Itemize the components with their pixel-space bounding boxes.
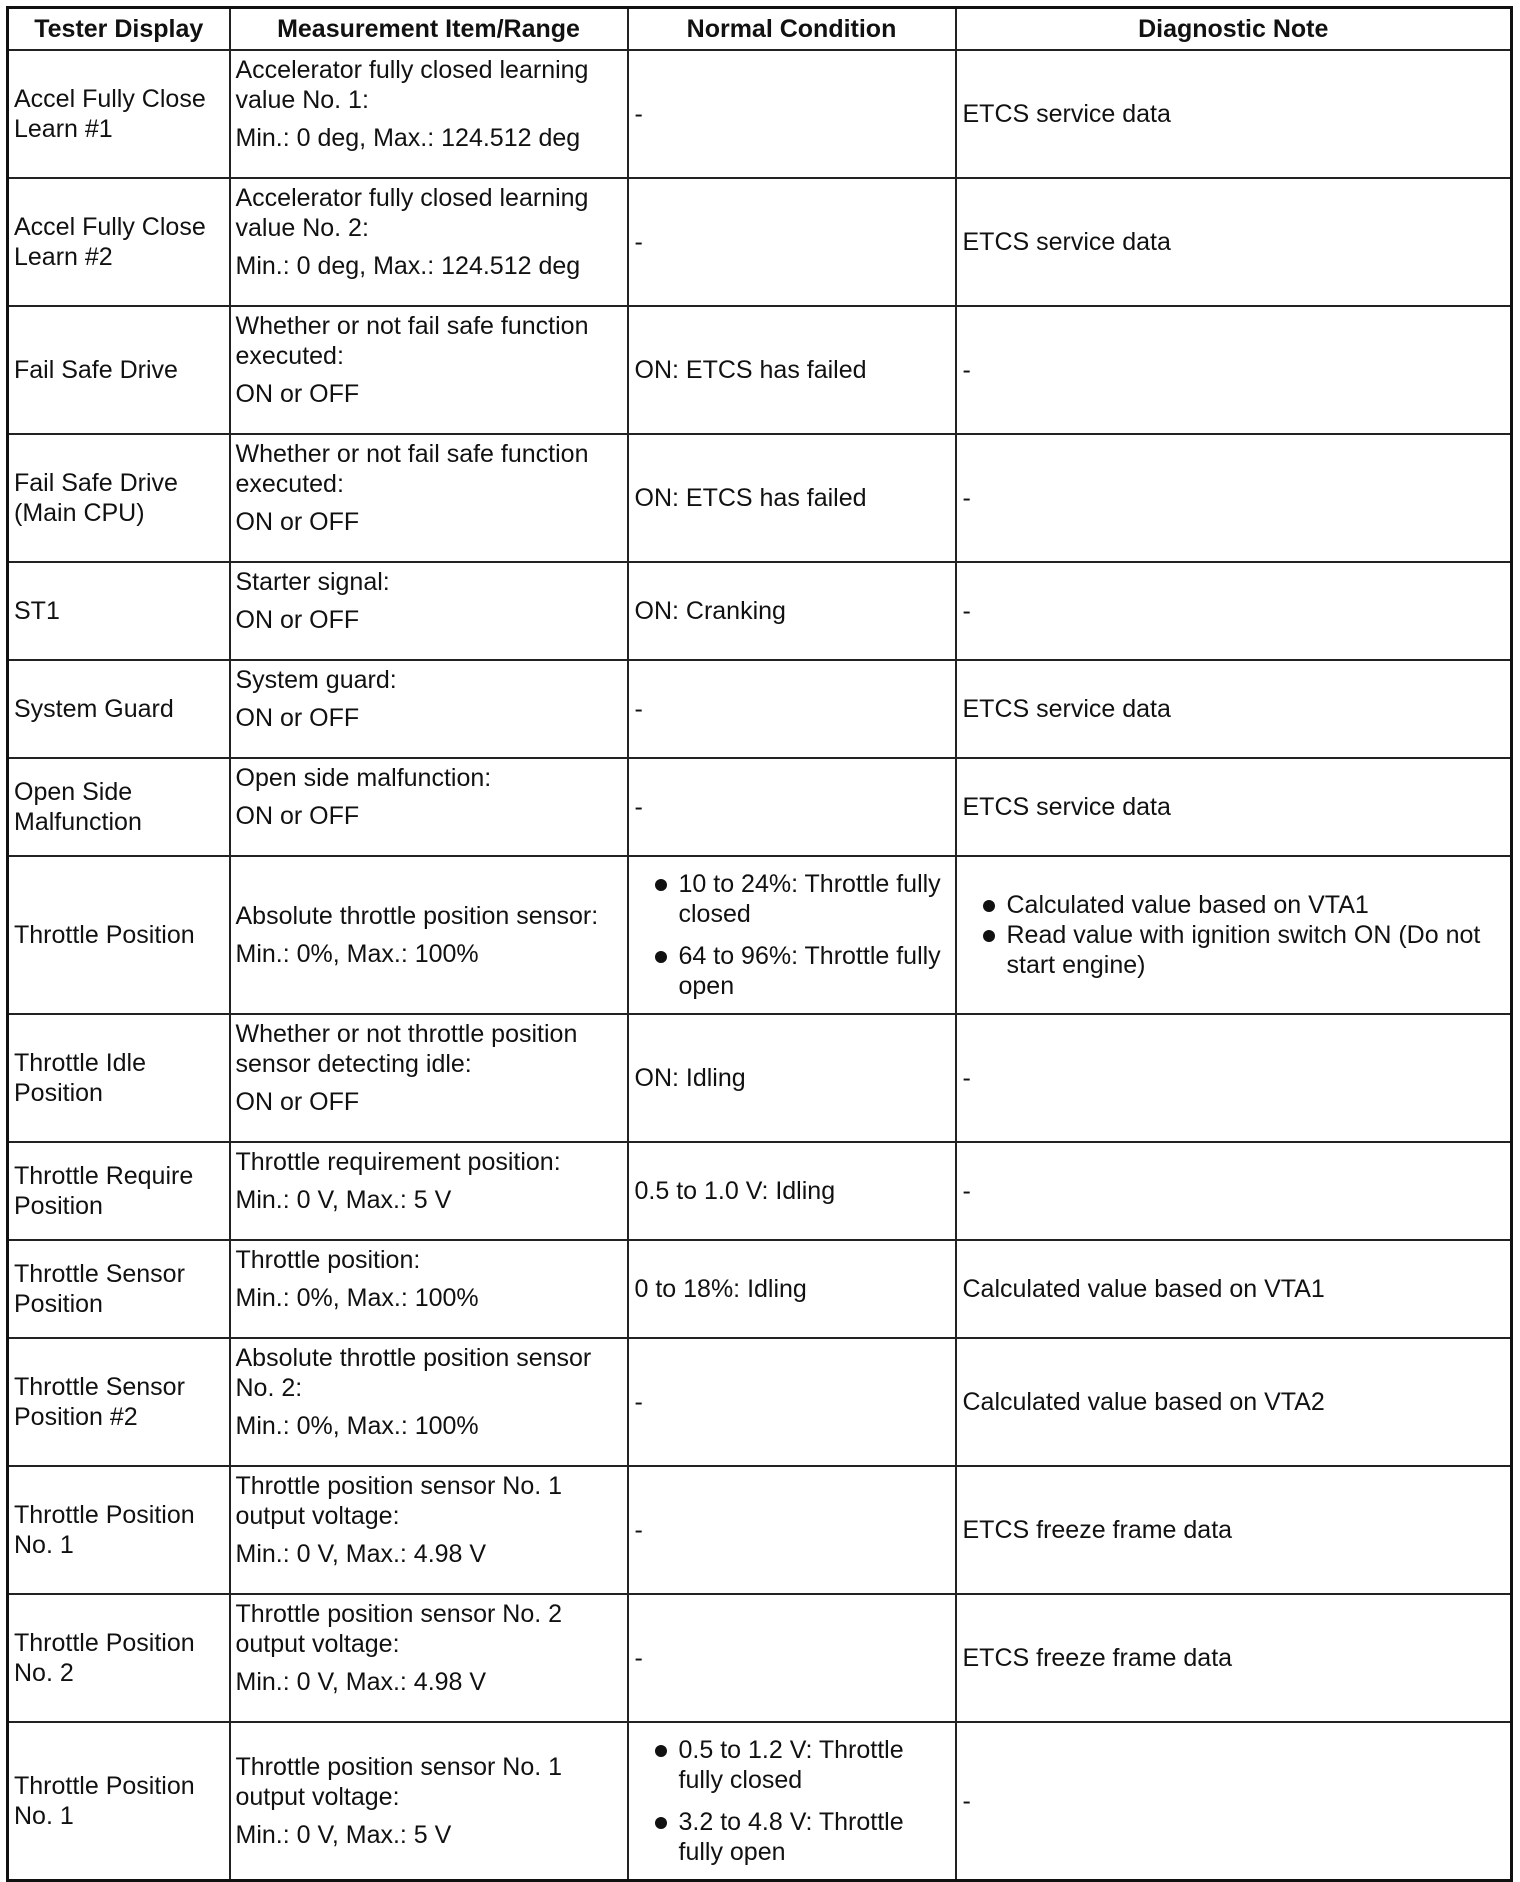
measurement-description: Throttle position: [235,1246,421,1274]
table-row [8,1722,1512,1880]
measurement-range: Min.: 0 deg, Max.: 124.512 deg [235,252,581,280]
measurement-range: ON or OFF [235,802,360,830]
measurement-range: ON or OFF [235,380,360,408]
measurement-description: Throttle requirement position: [235,1148,561,1176]
normal-condition-item-text: 3.2 to 4.8 V: Throttle fully open [678,1807,904,1866]
normal-condition-text: - [634,1388,643,1416]
tester-display-text: Accel Fully Close Learn #1 [14,85,206,143]
cell-diagnostic-note [956,1014,1512,1142]
cell-normal-condition [628,434,956,562]
cell-tester-display [8,1142,230,1240]
table-row [8,178,1512,306]
measurement-description: Starter signal: [235,568,390,596]
measurement-range: ON or OFF [235,1088,360,1116]
measurement-description: Whether or not fail safe function executed: [235,312,589,370]
diagnostic-note-item [963,890,1505,920]
diagnostic-note-text: - [962,1786,971,1815]
normal-condition-text: - [634,228,643,256]
normal-condition-item-text: 10 to 24%: Throttle fully closed [678,870,941,928]
tester-display-text: Throttle Position [14,921,195,949]
cell-measurement [230,178,628,306]
cell-measurement [230,1240,628,1338]
cell-normal-condition [628,562,956,660]
bullet-icon [983,900,995,912]
header-tester-display: Tester Display [8,8,230,51]
cell-measurement [230,660,628,758]
table-row [8,856,1512,1014]
cell-tester-display [8,1594,230,1722]
table-row [8,1014,1512,1142]
measurement-range: Min.: 0 deg, Max.: 124.512 deg [235,124,581,152]
measurement-description: Absolute throttle position sensor No. 2: [235,1344,592,1402]
normal-condition-text: 0 to 18%: Idling [634,1275,807,1303]
cell-normal-condition [628,660,956,758]
measurement-range: Min.: 0%, Max.: 100% [235,940,479,968]
measurement-description: Whether or not fail safe function executed: [235,440,589,498]
cell-diagnostic-note [956,306,1512,434]
tester-display-text: Throttle Require Position [14,1162,194,1220]
table-row [8,660,1512,758]
cell-measurement [230,856,628,1014]
cell-tester-display [8,856,230,1014]
cell-normal-condition [628,306,956,434]
diagnostic-note-text: - [962,597,971,625]
normal-condition-text: ON: ETCS has failed [634,356,867,384]
cell-tester-display [8,562,230,660]
cell-normal-condition [628,1338,956,1466]
tester-display-text: Throttle Position No. 1 [14,1501,195,1559]
cell-measurement [230,306,628,434]
normal-condition-text: - [634,793,643,821]
tester-display-text: Throttle Sensor Position [14,1260,185,1318]
measurement-range: ON or OFF [235,606,360,634]
normal-condition-text: ON: Idling [634,1064,746,1092]
measurement-description: Throttle position sensor No. 1 output voltage: [235,1472,563,1530]
normal-condition-text: - [634,1516,643,1544]
cell-normal-condition [628,1240,956,1338]
measurement-range: Min.: 0%, Max.: 100% [235,1412,479,1440]
header-diagnostic-note: Diagnostic Note [956,8,1512,51]
diagnostic-note-text: - [962,356,971,384]
normal-condition-item [635,1735,949,1795]
normal-condition-item [635,941,949,1001]
bullet-icon [655,879,667,891]
bullet-icon [983,930,995,942]
measurement-description: Accelerator fully closed learning value No. 1: [235,56,589,114]
cell-diagnostic-note [956,856,1512,1014]
table-row [8,562,1512,660]
normal-condition-text: ON: ETCS has failed [634,484,867,512]
cell-diagnostic-note [956,1466,1512,1594]
measurement-range: Min.: 0 V, Max.: 4.98 V [235,1540,487,1568]
cell-tester-display [8,758,230,856]
measurement-description: Throttle position sensor No. 2 output voltage: [235,1600,563,1658]
measurement-range: Min.: 0 V, Max.: 5 V [235,1820,452,1849]
cell-measurement [230,1722,628,1880]
diagnostic-note-text: Calculated value based on VTA1 [962,1275,1325,1303]
cell-diagnostic-note [956,1338,1512,1466]
cell-measurement [230,758,628,856]
diagnostic-note-text: ETCS freeze frame data [962,1516,1233,1544]
cell-tester-display [8,660,230,758]
cell-diagnostic-note [956,434,1512,562]
measurement-range: Min.: 0%, Max.: 100% [235,1284,479,1312]
cell-normal-condition [628,50,956,178]
diagnostic-note-text: ETCS service data [962,793,1171,821]
tester-display-text: Throttle Position No. 2 [14,1629,195,1687]
bullet-icon [655,1745,667,1757]
measurement-range: Min.: 0 V, Max.: 4.98 V [235,1668,487,1696]
normal-condition-text: 0.5 to 1.0 V: Idling [634,1177,836,1205]
data-list-sheet [6,6,1510,1882]
tester-display-text: Accel Fully Close Learn #2 [14,213,206,271]
cell-measurement [230,434,628,562]
cell-diagnostic-note [956,50,1512,178]
cell-diagnostic-note [956,1240,1512,1338]
cell-normal-condition [628,178,956,306]
diagnostic-note-text: - [962,484,971,512]
normal-condition-text: - [634,100,643,128]
cell-tester-display [8,1240,230,1338]
measurement-range: ON or OFF [235,508,360,536]
measurement-description: Throttle position sensor No. 1 output voltage: [235,1752,563,1811]
cell-tester-display [8,178,230,306]
normal-condition-item-text: 0.5 to 1.2 V: Throttle fully closed [678,1735,904,1794]
header-row [8,8,1512,51]
tester-display-text: Fail Safe Drive [14,356,178,384]
cell-normal-condition [628,1142,956,1240]
cell-tester-display [8,1722,230,1880]
cell-diagnostic-note [956,660,1512,758]
cell-tester-display [8,1466,230,1594]
data-list-table [6,6,1513,1882]
diagnostic-note-item-text: Read value with ignition switch ON (Do not start engine) [1006,921,1481,979]
cell-diagnostic-note [956,562,1512,660]
diagnostic-note-text: - [962,1064,971,1092]
cell-diagnostic-note [956,1594,1512,1722]
table-row [8,1338,1512,1466]
normal-condition-list [635,1735,949,1867]
tester-display-text: Throttle Idle Position [14,1049,147,1107]
tester-display-text: Throttle Position No. 1 [14,1771,195,1830]
cell-measurement [230,50,628,178]
normal-condition-text: - [634,695,643,723]
tester-display-text: Fail Safe Drive (Main CPU) [14,469,178,527]
diagnostic-note-text: - [962,1177,971,1205]
table-row [8,50,1512,178]
cell-diagnostic-note [956,758,1512,856]
cell-normal-condition [628,1014,956,1142]
measurement-description: Whether or not throttle position sensor detecting idle: [235,1020,578,1078]
normal-condition-list [635,869,949,1001]
table-row [8,1142,1512,1240]
normal-condition-item-text: 64 to 96%: Throttle fully open [678,942,941,1000]
tester-display-text: System Guard [14,695,174,723]
table-row [8,306,1512,434]
table-body [8,50,1512,1880]
table-row [8,1466,1512,1594]
diagnostic-note-text: ETCS freeze frame data [962,1644,1233,1672]
cell-measurement [230,1142,628,1240]
diagnostic-note-text: ETCS service data [962,695,1171,723]
cell-tester-display [8,434,230,562]
cell-normal-condition [628,856,956,1014]
cell-tester-display [8,1338,230,1466]
diagnostic-note-text: ETCS service data [962,100,1171,128]
table-row [8,1594,1512,1722]
diagnostic-note-item-text: Calculated value based on VTA1 [1006,891,1369,919]
cell-normal-condition [628,758,956,856]
cell-measurement [230,1338,628,1466]
table-row [8,758,1512,856]
diagnostic-note-list [963,890,1505,980]
diagnostic-note-item [963,920,1505,980]
cell-measurement [230,1594,628,1722]
normal-condition-item [635,1807,949,1867]
tester-display-text: Throttle Sensor Position #2 [14,1373,185,1431]
cell-tester-display [8,50,230,178]
measurement-description: Absolute throttle position sensor: [235,902,599,930]
cell-measurement [230,562,628,660]
cell-tester-display [8,306,230,434]
diagnostic-note-text: Calculated value based on VTA2 [962,1388,1325,1416]
cell-measurement [230,1014,628,1142]
bullet-icon [655,951,667,963]
tester-display-text: Open Side Malfunction [14,778,142,836]
cell-normal-condition [628,1594,956,1722]
diagnostic-note-text: ETCS service data [962,228,1171,256]
cell-normal-condition [628,1466,956,1594]
table-row [8,1240,1512,1338]
bullet-icon [655,1817,667,1829]
header-normal-condition: Normal Condition [628,8,956,51]
measurement-description: Open side malfunction: [235,764,492,792]
measurement-description: Accelerator fully closed learning value No. 2: [235,184,589,242]
measurement-range: Min.: 0 V, Max.: 5 V [235,1186,452,1214]
cell-normal-condition [628,1722,956,1880]
header-measurement: Measurement Item/Range [230,8,628,51]
cell-diagnostic-note [956,1722,1512,1880]
normal-condition-item [635,869,949,929]
cell-measurement [230,1466,628,1594]
cell-tester-display [8,1014,230,1142]
cell-diagnostic-note [956,178,1512,306]
table-row [8,434,1512,562]
normal-condition-text: ON: Cranking [634,597,786,625]
normal-condition-text: - [634,1644,643,1672]
measurement-description: System guard: [235,666,397,694]
measurement-range: ON or OFF [235,704,360,732]
tester-display-text: ST1 [14,597,60,625]
cell-diagnostic-note [956,1142,1512,1240]
